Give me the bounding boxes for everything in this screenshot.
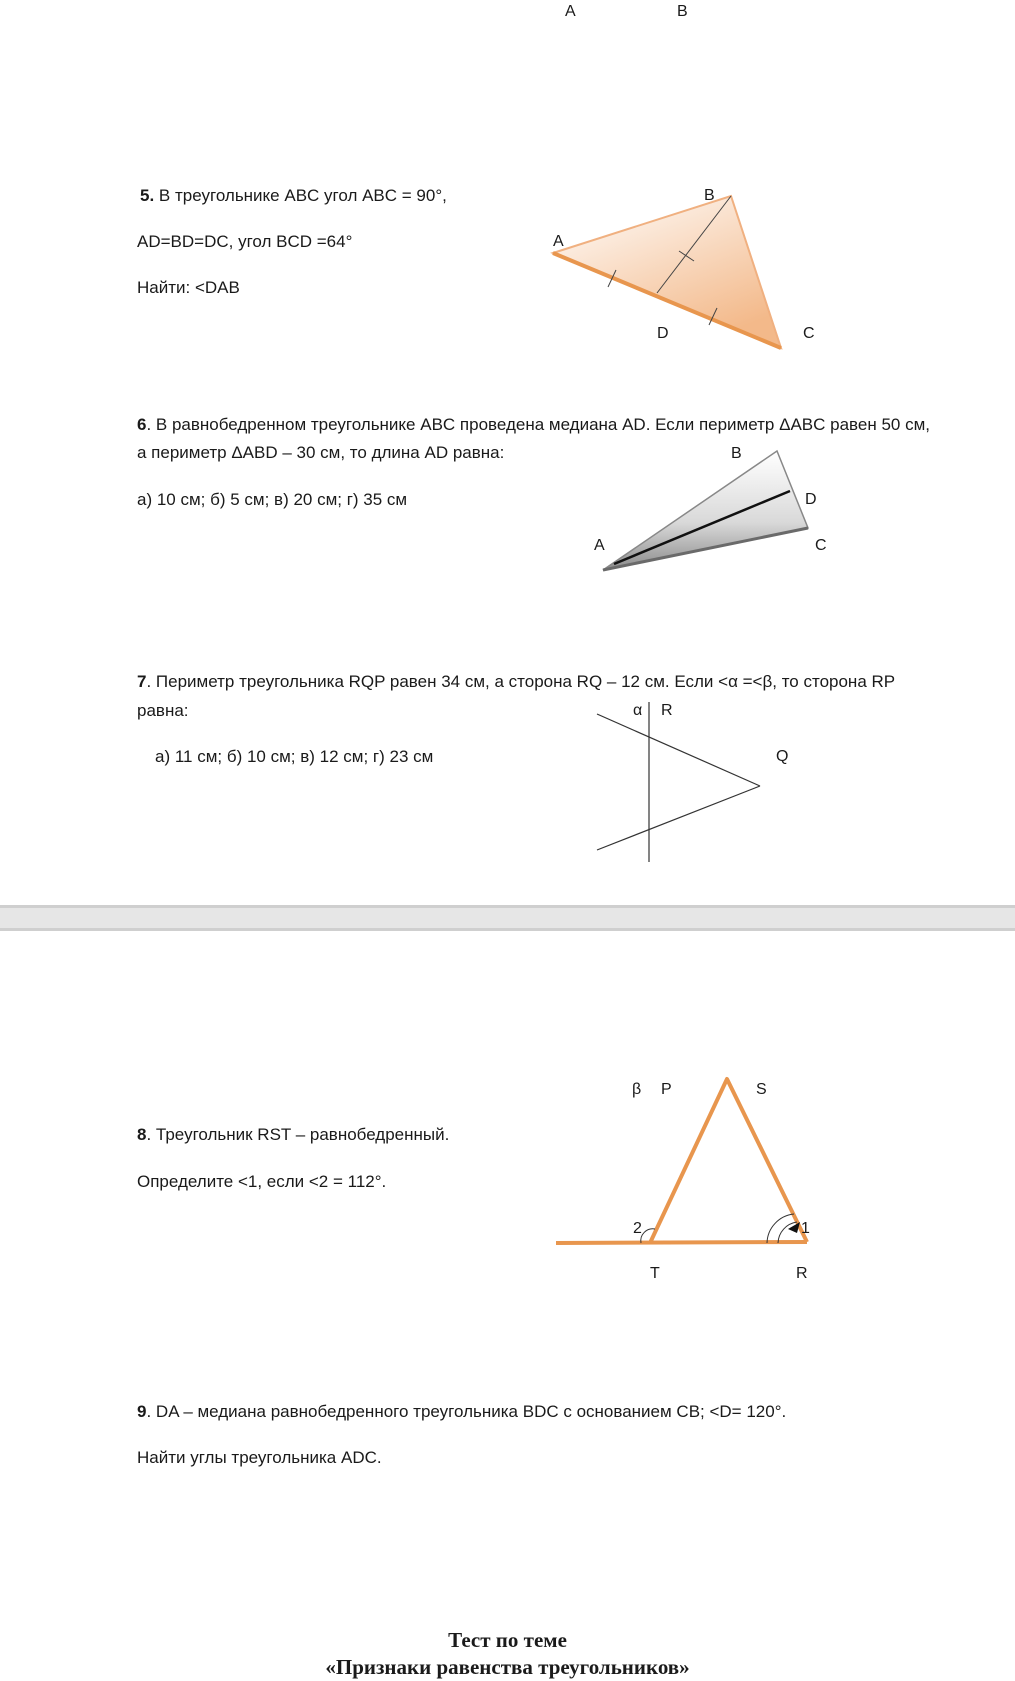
- task5-label-a: A: [553, 233, 564, 250]
- task5-label-d: D: [657, 325, 669, 342]
- task7-label-q: Q: [776, 748, 789, 765]
- task8-line2: Определите <1, если <2 = 112°.: [137, 1172, 387, 1191]
- task5-label-b: B: [704, 187, 715, 204]
- task9-line2: Найти углы треугольника ADC.: [137, 1448, 382, 1467]
- task7-line2: равна:: [137, 701, 189, 720]
- task6-line2: а периметр ΔABD – 30 см, то длина AD равна:: [137, 443, 505, 462]
- task7-label-r: R: [661, 702, 673, 719]
- point-label-b-top: B: [677, 3, 688, 20]
- task6-label-d: D: [805, 491, 817, 508]
- point-label-a-top: A: [565, 3, 576, 20]
- task6-number: 6: [137, 415, 147, 434]
- task5-text: В треугольнике ABC угол ABC = 90°,: [158, 186, 447, 205]
- task7-text: . Периметр треугольника RQP равен 34 см, а сторона RQ – 12 см. Если <α =<β, то сторона RP: [146, 672, 896, 691]
- angle-arc-1-inner: [778, 1222, 797, 1243]
- task5-line3: Найти: <DAB: [137, 278, 240, 297]
- task5-line2: AD=BD=DC, угол BCD =64°: [137, 232, 353, 251]
- task8-text: . Треугольник RST – равнобедренный.: [146, 1125, 450, 1144]
- task6-label-c: C: [815, 537, 827, 554]
- task8-label-p: P: [661, 1081, 672, 1098]
- task8-label-2: 2: [633, 1220, 642, 1237]
- angle-arrow-1: [788, 1222, 800, 1233]
- next-page-title-line2: «Признаки равенства треугольников»: [325, 1655, 690, 1679]
- task8-label-t: T: [650, 1265, 660, 1282]
- task9-text: . DA – медиана равнобедренного треугольника BDC с основанием CB; <D= 120°.: [146, 1402, 787, 1421]
- task7-label-alpha: α: [633, 702, 643, 719]
- task8-label-1: 1: [801, 1220, 810, 1237]
- task6-answers: а) 10 см; б) 5 см; в) 20 см; г) 35 см: [137, 490, 408, 509]
- triangle-rst-8: [650, 1079, 807, 1243]
- task9-number: 9: [137, 1402, 147, 1421]
- baseline-8: [556, 1242, 807, 1243]
- task7-answers: а) 11 см; б) 10 см; в) 12 см; г) 23 см: [155, 747, 434, 766]
- task9-line1: [137, 1401, 786, 1423]
- task6-text: . В равнобедренном треугольнике ABC проведена медиана AD. Если периметр ΔABC равен 50 см,: [146, 415, 930, 434]
- task5-number: 5.: [140, 186, 155, 205]
- next-page-title-line1: Тест по теме: [448, 1628, 567, 1652]
- task8-label-s: S: [756, 1081, 767, 1098]
- task6-label-a: A: [594, 537, 605, 554]
- task7-number: 7: [137, 672, 147, 691]
- task5-label-c: C: [803, 325, 815, 342]
- task8-number: 8: [137, 1125, 147, 1144]
- task8-label-r: R: [796, 1265, 808, 1282]
- task6-label-b: B: [731, 445, 742, 462]
- task8-label-beta: β: [632, 1081, 642, 1098]
